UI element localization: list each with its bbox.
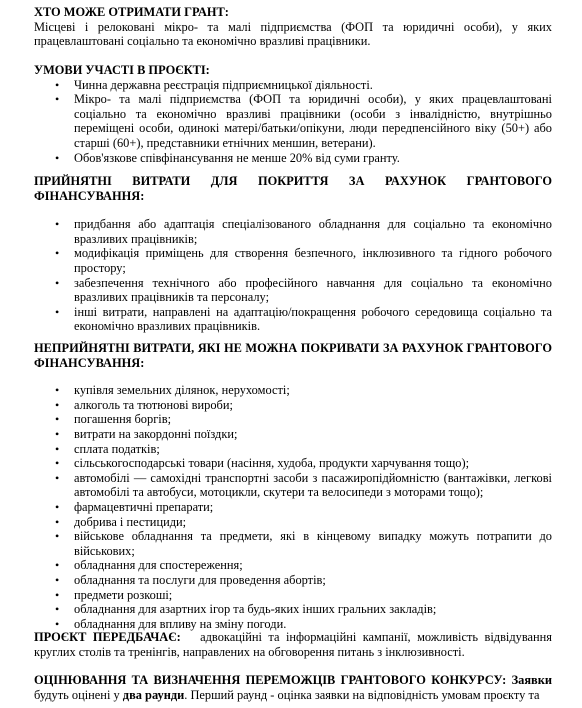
evaluation-section [34,673,552,702]
ineligible-item: • сплата податків; [74,442,552,457]
ineligible-item: • обладнання для впливу на зміну погоди. [74,617,552,632]
project-paragraph [34,630,552,659]
ineligible-item: • купівля земельних ділянок, нерухомості; [74,383,552,398]
evaluation-heading: ОЦІНЮВАННЯ ТА ВИЗНАЧЕННЯ ПЕРЕМОЖЦІВ ГРАНТОВОГО КОНКУРСУ: [34,673,507,687]
eligible-heading [34,174,552,203]
project-text: адвокаційні та інформаційні кампанії, можливість відвідування круглих столів та тренінгів, направлених на обговорення питань з інклюзивності. [34,630,553,659]
ineligible-item: • витрати на закордонні поїздки; [74,427,552,442]
eligible-list [34,217,552,334]
ineligible-item: • обладнання для азартних ігор та будь-яких інших гральних закладів; [74,602,552,617]
ineligible-item: • військове обладнання та предмети, які в кінцевому випадку можуть потрапити до військових; [74,529,552,558]
evaluation-rounds: два раунди [122,687,185,702]
evaluation-text-after: . Перший раунд - оцінка заявки на відповідність умовам проєкту та [184,687,540,702]
evaluation-paragraph [34,673,552,702]
ineligible-item: • сільськогосподарські товари (насіння, худоба, продукти харчування тощо); [74,456,552,471]
eligible-heading-text: ПРИЙНЯТНІ ВИТРАТИ ДЛЯ ПОКРИТТЯ ЗА РАХУНОК ГРАНТОВОГО ФІНАНСУВАННЯ: [34,174,552,203]
who-section [34,5,552,49]
conditions-list [34,78,552,166]
ineligible-item: • автомобілі — самохідні транспортні засоби з пасажиропідйомністю (вантажівки, легкові автомобілі та автобуси, мотоцикли, скутери та велосипеди з моторами тощо); [74,471,552,500]
conditions-item: • Обов'язкове співфінансування не менше 20% від суми гранту. [74,151,552,166]
project-label: ПРОЄКТ ПЕРЕДБАЧАЄ: [34,630,181,644]
eligible-item: • інші витрати, направлені на адаптацію/покращення робочого середовища соціально та економічно вразливих працівників. [74,305,552,334]
who-heading: ХТО МОЖЕ ОТРИМАТИ ГРАНТ: [34,5,229,19]
ineligible-heading: НЕПРИЙНЯТНІ ВИТРАТИ, ЯКІ НЕ МОЖНА ПОКРИВАТИ ЗА РАХУНОК ГРАНТОВОГО ФІНАНСУВАННЯ: [34,341,552,370]
eligible-item: • модифікація приміщень для створення безпечного, інклюзивного та гідного робочого простору; [74,246,552,275]
eligible-section [34,174,552,334]
ineligible-item: • алкоголь та тютюнові вироби; [74,398,552,413]
ineligible-item: • фармацевтичні препарати; [74,500,552,515]
evaluation-text-before: будуть оцінені у [34,687,120,702]
ineligible-item: • предмети розкоші; [74,588,552,603]
conditions-item: • Чинна державна реєстрація підприємницької діяльності. [74,78,552,93]
evaluation-lead: Заявки [511,673,552,687]
ineligible-list [34,383,552,631]
project-section [34,630,552,659]
conditions-item: • Мікро- та малі підприємства (ФОП та юридичні особи), у яких працевлаштовані соціально та економічно вразливі працівники (особи з інвалідністю, внутрішньо переміщені особи, одинокі матері/батьки/опікуни, люди передпенсійного віку (50+) або старші (60+), представники етнічних меншин, ветерани). [74,92,552,150]
eligible-item: • забезпечення технічного або професійного навчання для соціально та економічно вразливих працівників та персоналу; [74,276,552,305]
eligible-item: • придбання або адаптація спеціалізованого обладнання для соціально та економічно вразливих працівників; [74,217,552,246]
ineligible-item: • обладнання для спостереження; [74,558,552,573]
ineligible-item: • добрива і пестициди; [74,515,552,530]
ineligible-item: • погашення боргів; [74,412,552,427]
conditions-heading: УМОВИ УЧАСТІ В ПРОЄКТІ: [34,63,210,77]
ineligible-section [34,341,552,631]
ineligible-item: • обладнання та послуги для проведення абортів; [74,573,552,588]
conditions-section [34,63,552,165]
who-text: Місцеві і релоковані мікро- та малі підприємства (ФОП та юридичні особи), у яких працевлаштовані соціально та економічно вразливі працівники. [34,19,552,49]
